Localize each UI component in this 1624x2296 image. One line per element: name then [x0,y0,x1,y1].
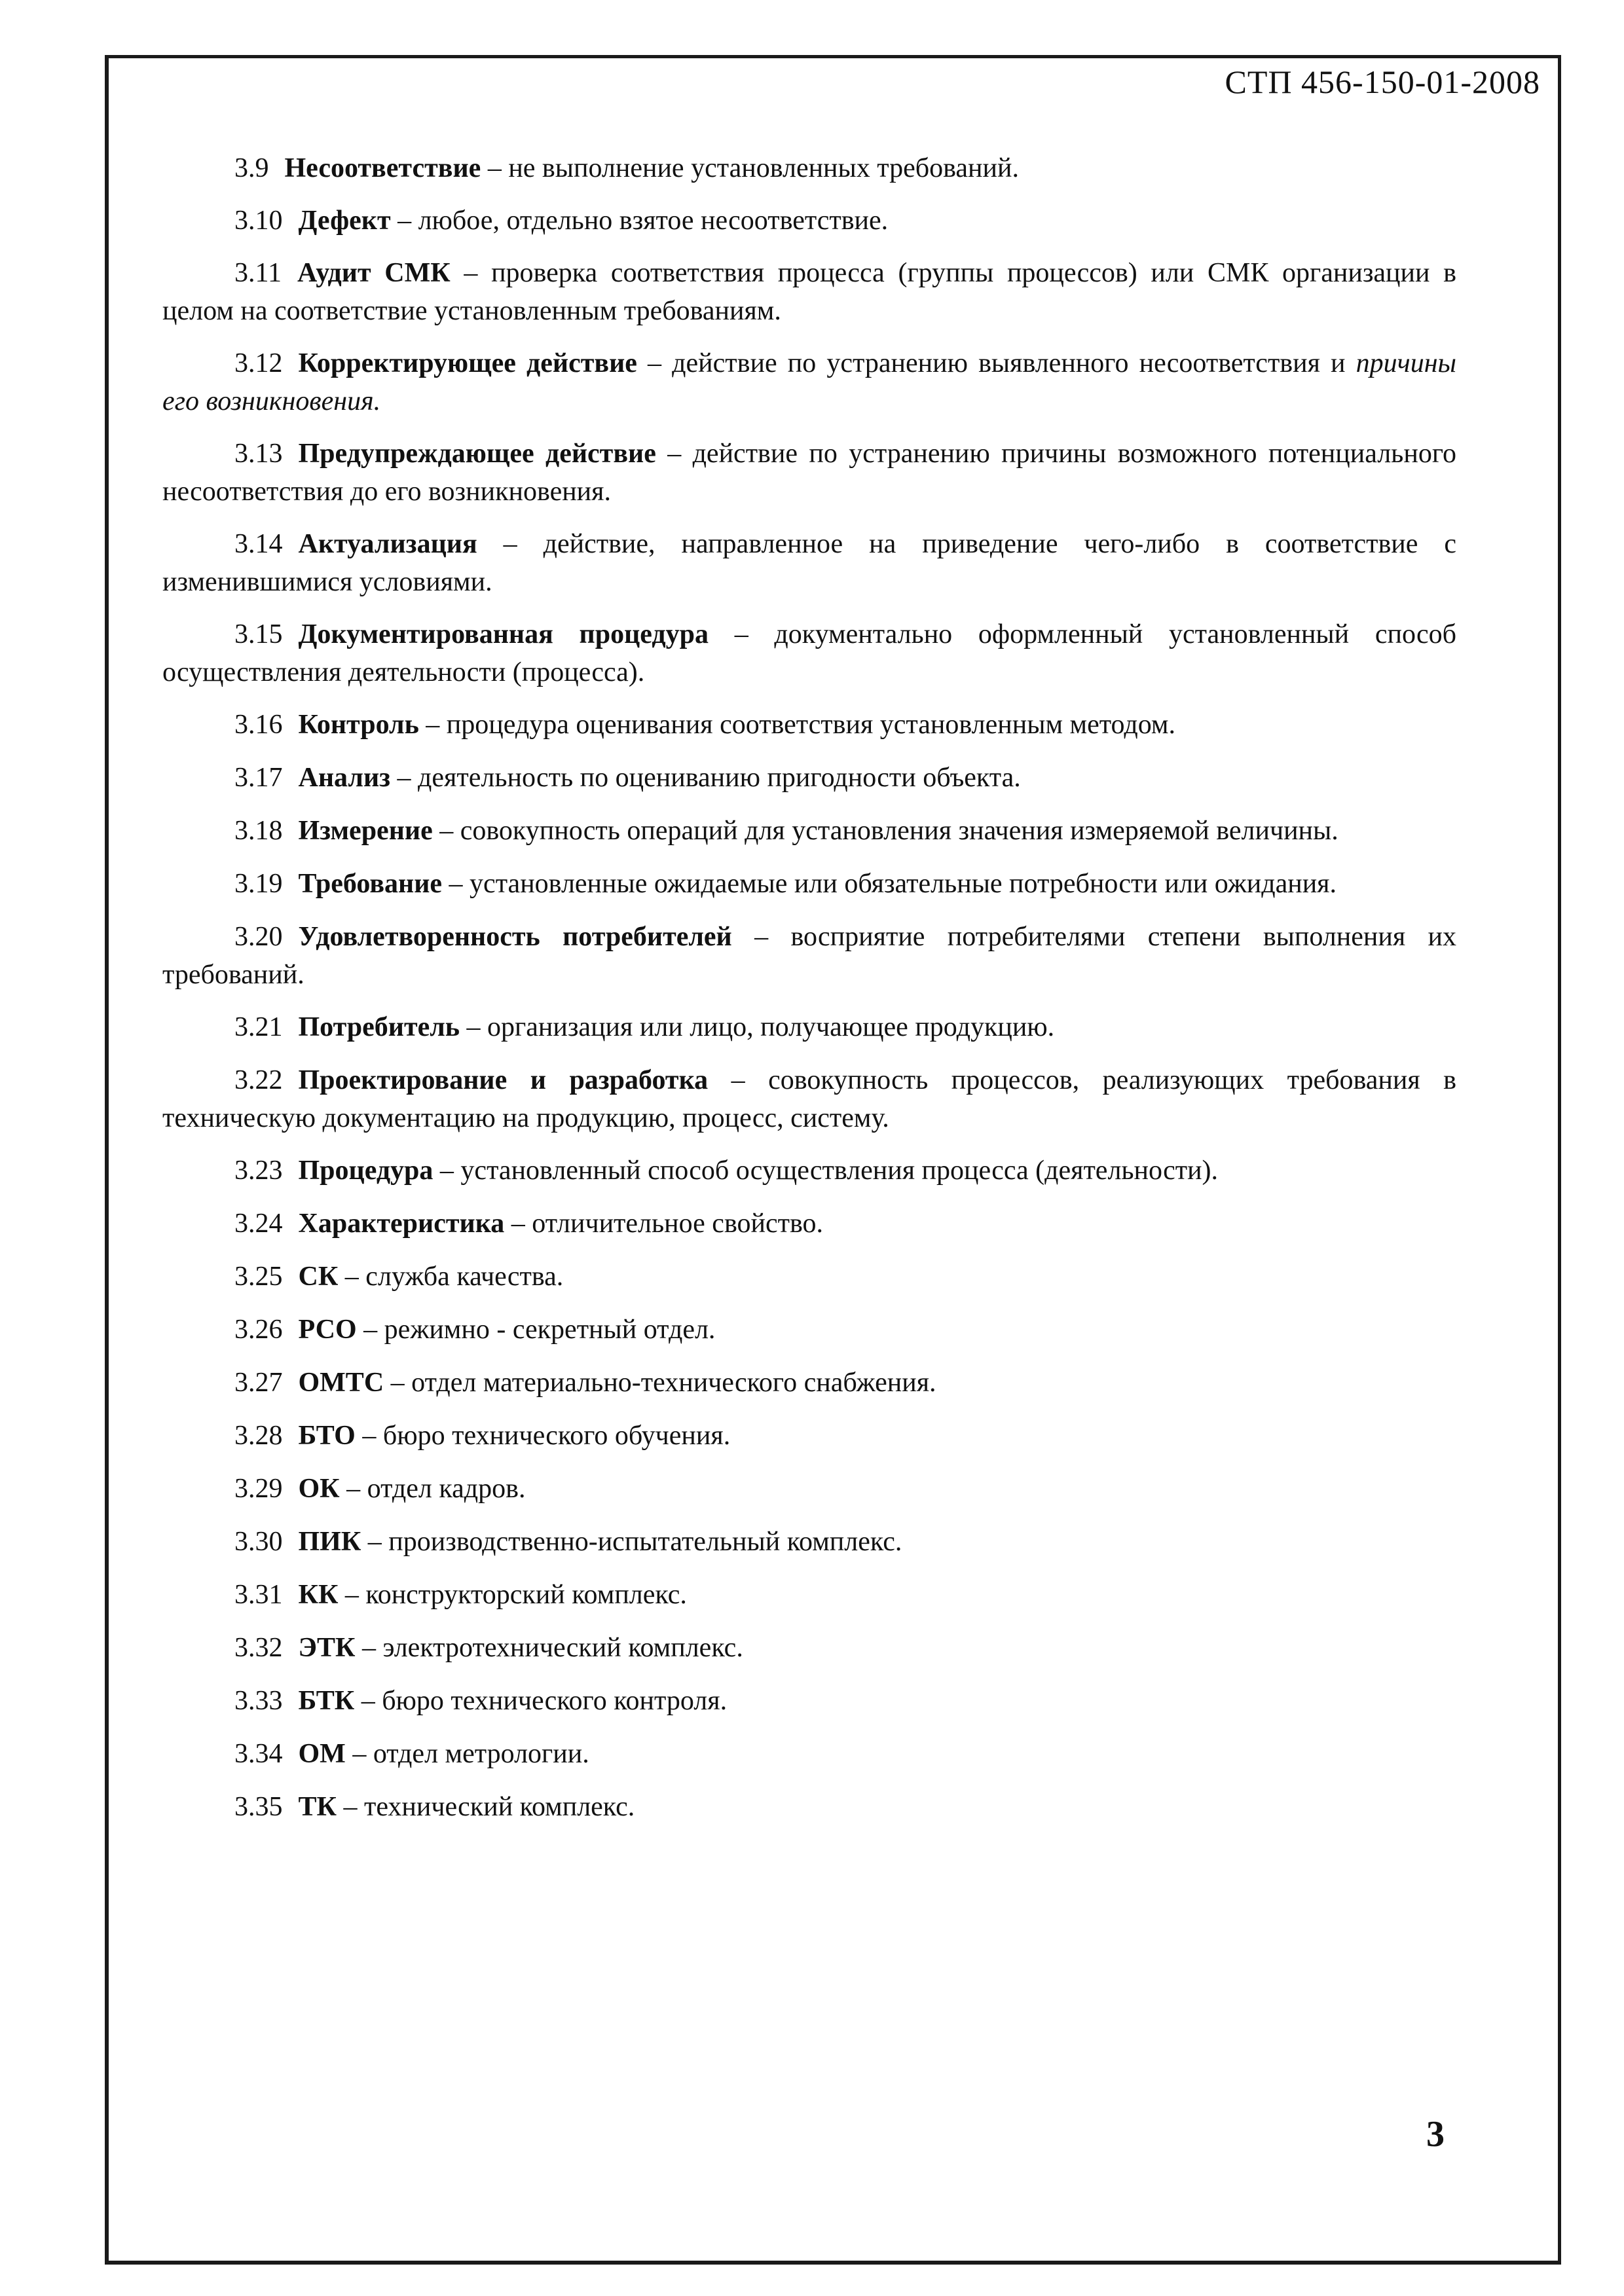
entry-term: Несоответствие [284,153,481,183]
definition-entry [162,1205,1456,1243]
definition-entry [162,202,1456,240]
entry-term: ОК [298,1474,340,1504]
entry-term: Характеристика [298,1209,505,1239]
entry-definition: – документально оформленный установленный способ осуществления деятельности (процесса). [162,619,1456,687]
entry-number: 3.9 [234,153,269,183]
entry-number: 3.14 [234,529,283,559]
entry-definition: – электротехнический комплекс. [355,1633,743,1663]
entry-definition: – отдел материально-технического снабжения. [384,1368,936,1398]
definition-entry [162,1258,1456,1296]
entry-number: 3.19 [234,869,283,899]
entry-number: 3.35 [234,1792,283,1822]
definition-entry [162,1523,1456,1561]
document-code: СТП 456-150-01-2008 [1225,64,1540,100]
page-number: 3 [1426,2114,1445,2155]
definition-entry [162,254,1456,330]
definition-entry [162,344,1456,420]
entry-number: 3.33 [234,1686,283,1716]
entry-number: 3.10 [234,206,283,236]
entry-number: 3.30 [234,1527,283,1557]
entry-term: Документированная процедура [298,619,709,649]
entry-definition: – бюро технического обучения. [355,1421,731,1451]
definition-entry [162,1364,1456,1402]
entry-number: 3.22 [234,1065,283,1095]
entry-definition: – установленные ожидаемые или обязательные потребности или ожидания. [442,869,1337,899]
entry-term: Актуализация [298,529,477,559]
definition-entry [162,1311,1456,1349]
entry-definition: – отдел кадров. [339,1474,526,1504]
entry-number: 3.11 [234,258,282,288]
definition-entry [162,759,1456,797]
entry-term: Аудит СМК [297,258,451,288]
definition-entry [162,525,1456,601]
entry-definition: – режимно - секретный отдел. [356,1315,716,1345]
entry-term: Контроль [298,710,419,740]
entry-term: ОМТС [298,1368,384,1398]
entry-term: ОМ [298,1739,346,1769]
definition-entry [162,1470,1456,1508]
entry-term: Дефект [298,206,391,236]
entry-term: БТК [298,1686,355,1716]
definition-entry [162,435,1456,511]
entry-term: БТО [298,1421,356,1451]
entry-term: Удовлетворенность потребителей [298,922,732,952]
entry-term: ЭТК [298,1633,356,1663]
entry-number: 3.18 [234,816,283,846]
entry-number: 3.13 [234,439,283,469]
entry-term: Предупреждающее действие [298,439,656,469]
definition-entry [162,1008,1456,1046]
definition-entry [162,1735,1456,1773]
definition-entry [162,1061,1456,1137]
definition-entry [162,1682,1456,1720]
entry-term: Процедура [298,1156,434,1186]
entry-term: Требование [298,869,443,899]
definition-entry [162,865,1456,903]
definition-entry [162,1788,1456,1826]
definition-entry [162,918,1456,994]
entry-number: 3.28 [234,1421,283,1451]
entry-term: ПИК [298,1527,361,1557]
entry-definition: – действие, направленное на приведение чего-либо в соответствие с изменившимися условиями. [162,529,1456,597]
definition-entry [162,1629,1456,1667]
entry-term: СК [298,1262,339,1292]
entry-definition: – совокупность процессов, реализующих требования в техническую документацию на продукцию, процесс, систему. [162,1065,1456,1133]
entry-number: 3.34 [234,1739,283,1769]
entry-number: 3.26 [234,1315,283,1345]
entry-definition: – восприятие потребителями степени выполнения их требований. [162,922,1456,990]
entry-definition: – организация или лицо, получающее продукцию. [460,1012,1055,1042]
entry-number: 3.32 [234,1633,283,1663]
entry-definition: – служба качества. [338,1262,564,1292]
entry-number: 3.27 [234,1368,283,1398]
entry-definition: – не выполнение установленных требований. [481,153,1019,183]
entry-term: КК [298,1580,339,1610]
entry-number: 3.23 [234,1156,283,1186]
definition-entry [162,706,1456,744]
entry-number: 3.31 [234,1580,283,1610]
entry-number: 3.25 [234,1262,283,1292]
entry-number: 3.21 [234,1012,283,1042]
entry-term: Измерение [298,816,433,846]
entry-definition: – отличительное свойство. [504,1209,823,1239]
entry-number: 3.24 [234,1209,283,1239]
definition-entry [162,149,1456,187]
entry-definition: – процедура оценивания соответствия установленным методом. [418,710,1175,740]
entry-number: 3.12 [234,348,283,378]
entry-definition: – отдел метрологии. [345,1739,589,1769]
entry-definition: – установленный способ осуществления процесса (деятельности). [433,1156,1219,1186]
definition-entry [162,1417,1456,1455]
definition-entry [162,812,1456,850]
definitions-list [162,149,1456,1841]
entry-definition: – деятельность по оцениванию пригодности объекта. [390,763,1021,793]
entry-number: 3.29 [234,1474,283,1504]
entry-definition: – действие по устранению причины возможного потенциального несоответствия до его возникновения. [162,439,1456,507]
entry-definition: – проверка соответствия процесса (группы процессов) или СМК организации в целом на соответствие установленным требованиям. [162,258,1456,326]
entry-number: 3.20 [234,922,283,952]
entry-definition: – любое, отдельно взятое несоответствие. [390,206,889,236]
entry-definition: – совокупность операций для установления значения измеряемой величины. [432,816,1338,846]
entry-definition: – производственно-испытательный комплекс. [361,1527,902,1557]
entry-term: Корректирующее действие [298,348,637,378]
entry-term: РСО [298,1315,357,1345]
definition-entry [162,615,1456,691]
entry-definition: – технический комплекс. [336,1792,635,1822]
entry-number: 3.17 [234,763,283,793]
entry-term: ТК [298,1792,337,1822]
definition-entry [162,1576,1456,1614]
entry-definition: – конструкторский комплекс. [338,1580,687,1610]
entry-term: Анализ [298,763,391,793]
entry-definition: – действие по устранению выявленного несоответствия и [637,348,1356,378]
entry-number: 3.16 [234,710,283,740]
entry-number: 3.15 [234,619,283,649]
entry-term: Проектирование и разработка [298,1065,709,1095]
entry-definition-italic: причины его возникновения. [162,348,1456,416]
entry-definition: – бюро технического контроля. [354,1686,728,1716]
entry-term: Потребитель [298,1012,460,1042]
definition-entry [162,1152,1456,1190]
